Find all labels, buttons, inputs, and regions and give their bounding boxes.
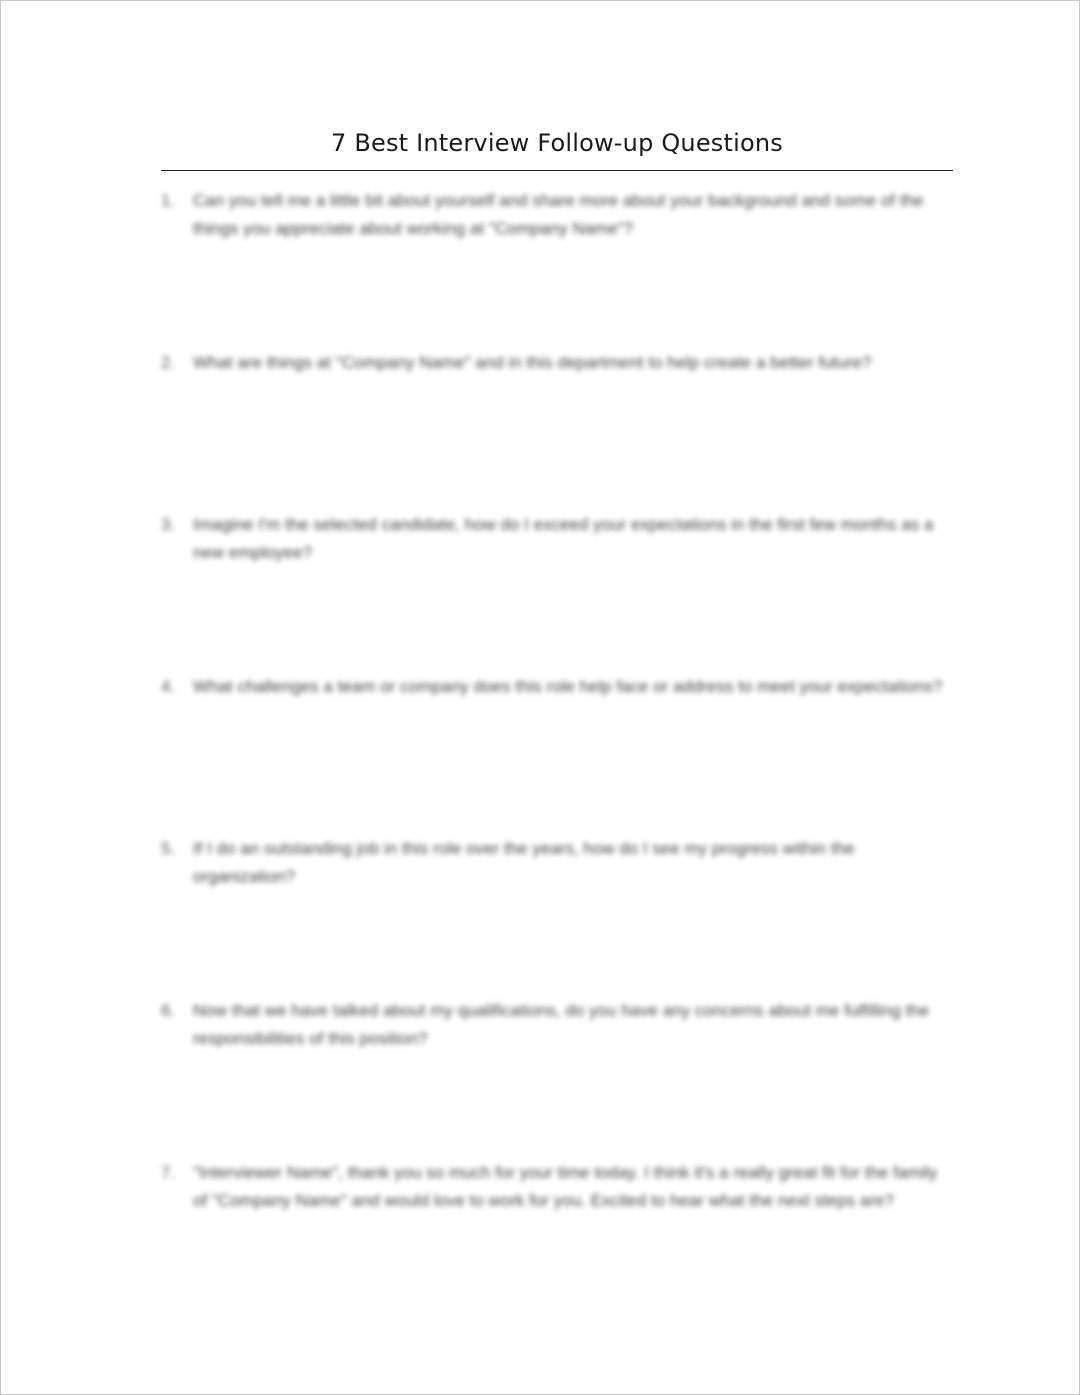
question-number: 7. <box>161 1163 176 1182</box>
question-text: "Interviewer Name", thank you so much for your time today. I think it's a really great fit for the family of "Company Name" and would love to work for you. Excited to hear what the next steps are? <box>193 1163 938 1210</box>
question-number: 6. <box>161 1001 176 1020</box>
question-number: 4. <box>161 677 176 696</box>
question-list <box>161 187 953 1321</box>
list-item <box>161 349 953 511</box>
question-number: 1. <box>161 191 176 210</box>
question-text: Can you tell me a little bit about yourself and share more about your background and some of the things you appreciate about working at "Company Name"? <box>193 191 924 238</box>
question-text: Now that we have talked about my qualifications, do you have any concerns about me fulfilling the responsibilities of this position? <box>193 1001 930 1048</box>
question-number: 5. <box>161 839 176 858</box>
document-title: 7 Best Interview Follow-up Questions <box>331 129 783 157</box>
list-item <box>161 1159 953 1321</box>
list-item <box>161 187 953 349</box>
question-number: 3. <box>161 515 176 534</box>
list-item <box>161 511 953 673</box>
question-text: If I do an outstanding job in this role over the years, how do I see my progress within the organization? <box>193 839 855 886</box>
question-text: Imagine I'm the selected candidate, how do I exceed your expectations in the first few months as a new employee? <box>193 515 934 562</box>
list-item <box>161 835 953 997</box>
title-underline <box>161 170 953 171</box>
question-number: 2. <box>161 353 176 372</box>
question-text: What are things at "Company Name" and in this department to help create a better future? <box>193 353 872 372</box>
question-text: What challenges a team or company does this role help face or address to meet your expectations? <box>193 677 943 696</box>
list-item <box>161 673 953 835</box>
list-item <box>161 997 953 1159</box>
